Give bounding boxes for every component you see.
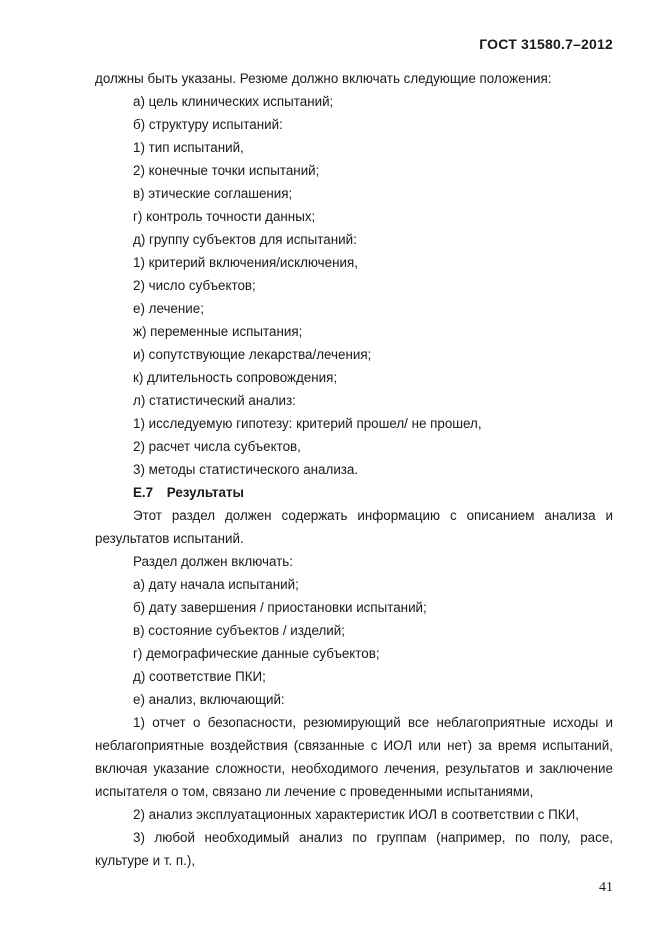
list-item: 3) методы статистического анализа. bbox=[133, 462, 359, 477]
section-title: Результаты bbox=[166, 485, 244, 500]
list-item: 2) расчет числа субъектов, bbox=[133, 439, 301, 454]
list-item: ж) переменные испытания; bbox=[133, 324, 303, 339]
list-item: л) статистический анализ: bbox=[133, 393, 296, 408]
list-item: 2) число субъектов; bbox=[133, 278, 256, 293]
list-item: 2) конечные точки испытаний; bbox=[133, 163, 320, 178]
list-item: 1) критерий включения/исключения, bbox=[133, 255, 358, 270]
list-item: б) структуру испытаний: bbox=[133, 117, 283, 132]
text-line: результатов испытаний. bbox=[95, 531, 244, 546]
list-item: 1) исследуемую гипотезу: критерий прошел/ не прошел, bbox=[133, 416, 482, 431]
paragraph-line: Этот раздел должен содержать информацию с описанием анализа и bbox=[133, 508, 613, 523]
list-item: а) цель клинических испытаний; bbox=[133, 94, 334, 109]
list-item: 1) отчет о безопасности, резюмирующий все неблагоприятные исходы и bbox=[133, 715, 613, 730]
list-item: в) этические соглашения; bbox=[133, 186, 293, 201]
section-number: Е.7 bbox=[133, 485, 154, 500]
list-item: д) соответствие ПКИ; bbox=[133, 669, 266, 684]
document-body bbox=[95, 67, 613, 872]
paragraph-line: культуре и т. п.), bbox=[95, 853, 196, 868]
list-item: б) дату завершения / приостановки испытаний; bbox=[133, 600, 427, 615]
list-item: в) состояние субъектов / изделий; bbox=[133, 623, 345, 638]
document-standard-header: ГОСТ 31580.7–2012 bbox=[479, 36, 613, 52]
page-number: 41 bbox=[599, 880, 613, 895]
list-item: е) анализ, включающий: bbox=[133, 692, 285, 707]
text-line: должны быть указаны. Резюме должно включать следующие положения: bbox=[95, 71, 552, 86]
list-item: и) сопутствующие лекарства/лечения; bbox=[133, 347, 372, 362]
list-item: г) демографические данные субъектов; bbox=[133, 646, 380, 661]
list-item: к) длительность сопровождения; bbox=[133, 370, 338, 385]
list-item: а) дату начала испытаний; bbox=[133, 577, 299, 592]
text-line: Раздел должен включать: bbox=[133, 554, 293, 569]
list-item: 3) любой необходимый анализ по группам (например, по полу, расе, bbox=[133, 830, 613, 845]
list-item: г) контроль точности данных; bbox=[133, 209, 316, 224]
list-item: 2) анализ эксплуатационных характеристик ИОЛ в соответствии с ПКИ, bbox=[133, 807, 579, 822]
section-heading bbox=[95, 481, 613, 504]
paragraph-line: включая указание сложности, необходимого лечения, результатов и заключение bbox=[95, 761, 613, 776]
list-item: 1) тип испытаний, bbox=[133, 140, 244, 155]
list-item: е) лечение; bbox=[133, 301, 204, 316]
list-item: д) группу субъектов для испытаний: bbox=[133, 232, 357, 247]
paragraph-line: неблагоприятные воздействия (связанные с ИОЛ или нет) за время испытаний, bbox=[95, 738, 613, 753]
paragraph-line: испытателя о том, связано ли лечение с проведенными испытаниями, bbox=[95, 784, 534, 799]
